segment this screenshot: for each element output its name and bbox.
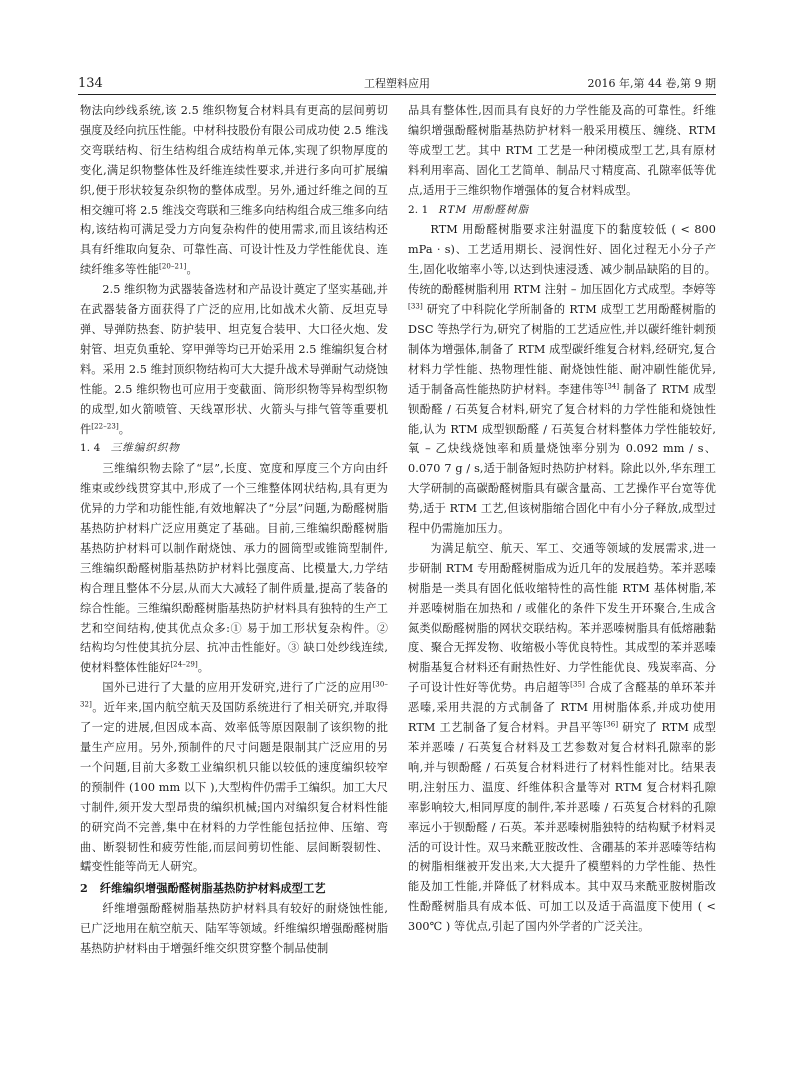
citation: [33] — [408, 302, 423, 311]
citation: [24–29] — [170, 660, 198, 669]
citation: [34] — [604, 381, 620, 390]
right-column — [408, 101, 716, 937]
section-heading-1-4: 1. 4 三维编织织物 — [80, 442, 180, 455]
left-column — [80, 101, 388, 959]
page-number: 134 — [78, 76, 103, 91]
citation: [35] — [570, 680, 585, 689]
citation: [20–21] — [159, 262, 187, 271]
paragraph: RTM 用酚醛树脂要求注射温度下的黏度较低 ( < 800 mPa · s)、工艺适用期长、浸润性好、固化过程无小分子产生,固化收缩率小等,以达到快速浸透、减少制品缺陷的目的。传统的酚醛树脂利用 RTM 注射 – 加压固化方式成型。李婷等[33] 研究了中科院化学所制备的 RTM 成型工艺用酚醛树脂的 DSC 等热学行为,研究了树脂的工艺适应性,并以碳纤维针刺预制体为增强体,制备了 RTM 成型碳纤维复合材料,经研究,复合材料力学性能、热物理性能、耐烧蚀性能、耐冲刷性能优异,适于制备高性能热防护材料。李建伟等[34] 制备了 RTM 成型钡酚醛 / 石英复合材料,研究了复合材料的力学性能和烧蚀性能,认为 RTM 成型钡酚醛 / 石英复合材料整体力学性能较好,氧 – 乙炔线烧蚀率和质量烧蚀率分别为 0.092 mm / s、0.070 7 g / s,适于制备短时热防护材料。除此以外,华东理工大学研制的高碳酚醛树脂具有碳含量高、工艺操作平台宽等优势,适于 RTM 工艺,但该树脂缩合固化中有小分子释放,成型过程中仍需施加压力。 — [408, 223, 717, 536]
citation: [22–23] — [91, 421, 119, 430]
paragraph: 2.5 维织物为武器装备选材和产品设计奠定了坚实基础,并在武器装备方面获得了广泛的应用,比如战术火箭、反坦克导弹、导弹防热套、防护装甲、坦克复合装甲、大口径火炮、发射管、坦克负重轮、穿甲弹等均已开始采用 2.5 维编织复合材料。采用 2.5 维封顶织物结构可大大提升战术导弹耐气动烧蚀性能。2.5 维织物也可应用于变截面、筒形织物等异构型织物的成型,如火箭喷管、天线罩形状、火箭头与排气管等重要机件[22–23]。 — [80, 283, 388, 436]
paragraph: 为满足航空、航天、军工、交通等领域的发展需求,进一步研制 RTM 专用酚醛树脂成为近几年的发展趋势。苯并恶嗪树脂是一类具有固化低收缩特性的高性能 RTM 基体树脂,苯并恶嗪树脂在加热和 / 或催化的条件下发生开环聚合,生成含氮类似酚醛树脂的网状交联结构。苯并恶嗪树脂具有低熔融黏度、聚合无挥发物、收缩极小等优良特性。其成型的苯并恶嗪树脂基复合材料还有耐热性好、力学性能优良、残炭率高、分子可设计性好等优势。冉启超等[35] 合成了含醛基的单环苯并恶嗪,采用共混的方式制备了 RTM 用树脂体系,并成功使用 RTM 工艺制备了复合材料。尹昌平等[36] 研究了 RTM 成型苯并恶嗪 / 石英复合材料及工艺参数对复合材料孔隙率的影响,并与钡酚醛 / 石英复合材料进行了材料性能对比。结果表明,注射压力、温度、纤维体积含量等对 RTM 复合材料孔隙率影响较大,相同厚度的制件,苯并恶嗪 / 石英复合材料的孔隙率远小于钡酚醛 / 石英。苯并恶嗪树脂独特的结构赋予材料灵活的可设计性。双马来酰亚胺改性、含硼基的苯并恶嗪等结构的树脂相继被开发出来,大大提升了模塑料的力学性能、热性能及加工性能,并降低了材料成本。其中双马来酰亚胺树脂改性酚醛树脂具有成本低、可加工以及适于高温度下使用 ( < 300℃ ) 等优点,引起了国内外学者的广泛关注。 — [408, 541, 716, 934]
paragraph: 物法向纱线系统,该 2.5 维织物复合材料具有更高的层间剪切强度及经向抗压性能。中材科技股份有限公司成功使 2.5 维浅交弯联结构、衍生结构组合成结构单元体,实现了织物厚度的变化,满足织物整体性及纤维连续性要求,并进行多向可扩展编织,便于形状较复杂织物的整体成型。另外,通过纤维之间的互相交缠可将 2.5 维浅交弯联和三维多向结构组合成三维多向结构,该结构可满足受力方向复杂构件的使用需求,而且该结构还具有纤维取向复杂、可靠性高、可设计性及力学性能优良、连续纤维多等性能[20–21]。 — [80, 104, 388, 277]
citation: [30–32] — [80, 680, 388, 709]
section-heading-2-1: 2. 1 RTM 用酚醛树脂 — [408, 203, 530, 216]
running-header — [78, 74, 716, 95]
paragraph: 三维编织物去除了“层”,长度、宽度和厚度三个方向由纤维束或纱线贯穿其中,形成了一个三维整体网状结构,具有更为优异的力学和功能性能,有效地解决了“分层”问题,为酚醛树脂基热防护材料广泛应用奠定了基础。目前,三维编织酚醛树脂基热防护材料可以制作耐烧蚀、承力的圆筒型或锥筒型制件,三维编织酚醛树脂基热防护材料比强度高、比模量大,力学结构合理且整体不分层,从而大大减轻了制件质量,提高了装备的综合性能。三维编织酚醛树脂基热防护材料具有独特的生产工艺和空间结构,使其优点众多:① 易于加工形状复杂构件。② 结构均匀性使其抗分层、抗冲击性能好。③ 缺口处纱线连续,使材料整体性能好[24–29]。 — [80, 462, 388, 675]
paragraph: 纤维增强酚醛树脂基热防护材料具有较好的耐烧蚀性能,已广泛地用在航空航天、陆军等领域。纤维编织增强酚醛树脂基热防护材料由于增强纤维交织贯穿整个制品使制 — [80, 902, 388, 956]
journal-name: 工程塑料应用 — [364, 77, 430, 90]
paragraph: 品具有整体性,因而具有良好的力学性能及高的可靠性。纤维编织增强酚醛树脂基热防护材料一般采用模压、缠绕、RTM 等成型工艺。其中 RTM 工艺是一种闭模成型工艺,具有原材料利用率高、固化工艺简单、制品尺寸精度高、孔隙率低等优点,适用于三维织物作增强体的复合材料成型。 — [408, 104, 716, 197]
citation: [36] — [603, 720, 619, 729]
section-heading-2: 2 纤维编织增强酚醛树脂基热防护材料成型工艺 — [80, 881, 326, 896]
paragraph: 国外已进行了大量的应用开发研究,进行了广泛的应用[30–32]。近年来,国内航空航天及国防系统进行了相关研究,并取得了一定的进展,但因成本高、效率低等原因限制了该织物的批量生产应用。另外,预制件的尺寸问题是限制其广泛应用的另一个问题,目前大多数工业编织机只能以较低的速度编织较窄的预制件 (100 mm 以下 ),大型构件仍需手工编织。加工大尺寸制件,须开发大型昂贵的编织机械;国内对编织复合材料性能的研究尚不完善,集中在材料的力学性能包括拉伸、压缩、弯曲、断裂韧性和疲劳性能,而层间剪切性能、层间断裂韧性、蠕变性能等尚无人研究。 — [80, 680, 388, 874]
volume-info: 2016 年,第 44 卷,第 9 期 — [587, 77, 716, 90]
